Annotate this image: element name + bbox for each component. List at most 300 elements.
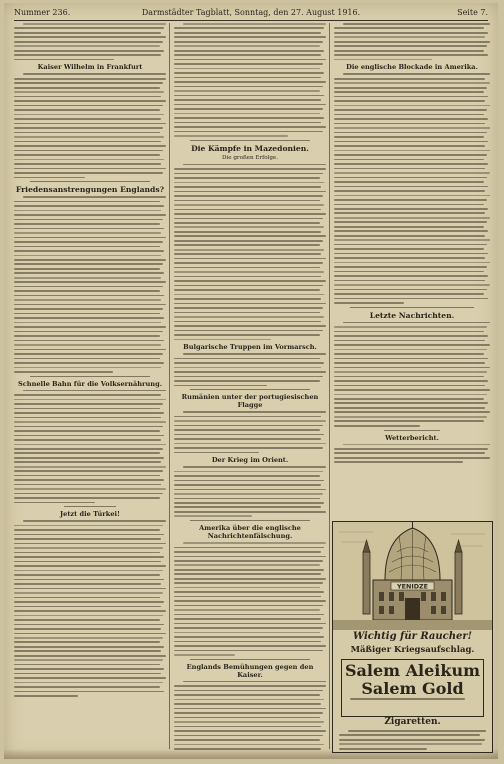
text-line	[174, 730, 326, 732]
page-number: Seite 7.	[457, 8, 488, 17]
text-line	[348, 730, 486, 732]
article-heading: Jetzt die Türkei!	[60, 510, 120, 519]
text-line	[14, 641, 160, 643]
ad-brand-primary: Salem Aleikum	[344, 661, 481, 680]
text-line	[14, 295, 164, 297]
yenidze-factory-icon	[333, 522, 492, 630]
ad-slogan: Wichtig für Raucher!	[352, 631, 473, 642]
text-line	[14, 367, 161, 369]
text-line	[174, 32, 321, 34]
text-line	[343, 322, 490, 324]
text-line	[14, 237, 166, 239]
text-line	[14, 574, 160, 576]
text-line	[14, 304, 166, 306]
text-line	[334, 159, 484, 161]
text-line	[174, 213, 326, 215]
text-line	[14, 619, 160, 621]
text-line	[14, 87, 160, 89]
text-line	[183, 164, 326, 166]
text-line	[14, 646, 164, 648]
text-line	[174, 126, 326, 128]
text-line	[334, 340, 485, 342]
text-line	[174, 623, 326, 625]
text-line	[174, 636, 324, 638]
text-line	[174, 95, 324, 97]
text-line	[14, 673, 161, 675]
text-line	[174, 447, 323, 449]
text-line	[14, 241, 163, 243]
text-line	[174, 591, 324, 593]
text-line	[174, 703, 321, 705]
text-line	[174, 443, 326, 445]
text-line	[174, 475, 320, 477]
text-line	[174, 498, 320, 500]
text-line	[334, 289, 487, 291]
text-line	[174, 547, 324, 549]
text-line	[334, 420, 484, 422]
text-line	[334, 452, 485, 454]
text-line	[174, 54, 321, 56]
text-line	[14, 435, 164, 437]
text-line	[174, 195, 323, 197]
divider	[30, 181, 150, 182]
text-line	[14, 201, 160, 203]
text-line	[14, 452, 160, 454]
text-line	[334, 181, 484, 183]
text-line	[174, 77, 321, 79]
text-line	[14, 299, 161, 301]
text-line	[14, 417, 161, 419]
text-line	[174, 231, 321, 233]
text-line	[334, 344, 490, 346]
article-heading: Die Kämpfe in Mazedonien.	[191, 143, 309, 153]
text-line	[14, 349, 166, 351]
text-line	[14, 408, 160, 410]
text-line	[334, 411, 490, 413]
text-line	[174, 618, 321, 620]
text-line	[174, 339, 271, 341]
text-line	[14, 561, 161, 563]
text-line	[334, 177, 487, 179]
divider	[30, 376, 150, 377]
text-line	[174, 551, 321, 553]
text-line	[334, 326, 487, 328]
text-line	[334, 145, 485, 147]
text-line	[174, 573, 321, 575]
text-line	[334, 41, 490, 43]
text-line	[334, 271, 484, 273]
text-line	[14, 154, 160, 156]
text-line	[174, 429, 320, 431]
text-line	[183, 681, 326, 683]
text-line	[174, 358, 320, 360]
ad-subtitle: Mäßiger Kriegsaufschlag.	[350, 645, 475, 655]
text-line	[14, 290, 160, 292]
divider	[64, 506, 116, 507]
text-line	[350, 698, 464, 700]
article-heading: Letzte Nachrichten.	[369, 310, 455, 320]
text-line	[174, 177, 320, 179]
text-line	[174, 420, 326, 422]
text-line	[174, 209, 321, 211]
text-line	[174, 685, 326, 687]
text-line	[14, 114, 164, 116]
text-line	[334, 59, 432, 61]
text-line	[174, 104, 326, 106]
article-heading: Schnelle Bahn für die Volksernährung.	[18, 379, 162, 388]
text-line	[343, 73, 490, 75]
text-line	[174, 564, 320, 566]
article-heading: Bulgarische Truppen im Vormarsch.	[183, 343, 317, 352]
text-line	[174, 249, 324, 251]
text-line	[174, 303, 326, 305]
text-line	[14, 36, 166, 38]
text-line	[339, 739, 485, 741]
text-line	[174, 438, 321, 440]
text-line	[334, 132, 487, 134]
text-line	[14, 597, 160, 599]
text-line	[174, 511, 326, 513]
divider	[350, 307, 474, 308]
text-line	[334, 217, 490, 219]
text-line	[174, 380, 320, 382]
text-line	[334, 367, 490, 369]
ad-product: Zigaretten.	[384, 717, 441, 727]
text-line	[174, 556, 326, 558]
text-line	[174, 502, 324, 504]
text-line	[174, 506, 321, 508]
text-line	[14, 601, 164, 603]
text-line	[334, 105, 490, 107]
text-line	[14, 488, 166, 490]
text-line	[174, 68, 320, 70]
text-line	[334, 96, 488, 98]
text-line	[14, 439, 161, 441]
article-body	[14, 23, 166, 60]
text-line	[14, 538, 161, 540]
text-line	[174, 168, 326, 170]
text-line	[174, 744, 324, 746]
text-line	[174, 244, 320, 246]
text-line	[174, 493, 323, 495]
text-line	[334, 36, 485, 38]
text-line	[14, 228, 164, 230]
text-line	[14, 502, 95, 504]
text-line	[14, 565, 166, 567]
text-line	[334, 204, 484, 206]
ad-brand-box	[341, 659, 484, 717]
text-line	[14, 45, 160, 47]
text-line	[334, 349, 487, 351]
text-line	[174, 694, 320, 696]
text-line	[174, 182, 324, 184]
text-line	[14, 426, 163, 428]
text-line	[334, 371, 487, 373]
text-line	[334, 331, 484, 333]
article-body	[174, 23, 326, 137]
text-line	[14, 163, 161, 165]
text-line	[334, 141, 488, 143]
text-line	[174, 307, 323, 309]
text-line	[334, 266, 487, 268]
text-line	[14, 615, 163, 617]
cigarette-advertisement	[332, 521, 493, 753]
column-1	[14, 23, 166, 751]
text-line	[174, 218, 323, 220]
text-line	[174, 434, 324, 436]
text-line	[174, 614, 324, 616]
text-line	[14, 358, 160, 360]
article-body	[14, 196, 166, 372]
text-line	[334, 376, 484, 378]
text-line	[334, 353, 484, 355]
text-line	[14, 118, 161, 120]
text-line	[334, 123, 485, 125]
text-line	[14, 650, 161, 652]
text-line	[14, 371, 113, 373]
text-line	[14, 668, 164, 670]
text-line	[23, 196, 166, 198]
text-line	[14, 624, 164, 626]
text-line	[14, 27, 164, 29]
text-line	[334, 118, 488, 120]
text-line	[14, 326, 166, 328]
article-body	[174, 164, 326, 340]
text-line	[14, 484, 161, 486]
text-line	[174, 452, 259, 454]
text-line	[174, 641, 321, 643]
text-line	[174, 654, 235, 656]
text-line	[14, 475, 160, 477]
text-line	[174, 122, 321, 124]
ad-fineprint	[342, 698, 483, 700]
text-line	[174, 721, 324, 723]
text-line	[334, 407, 485, 409]
text-line	[334, 54, 488, 56]
text-line	[334, 82, 490, 84]
text-line	[14, 331, 163, 333]
text-line	[339, 743, 482, 745]
text-line	[174, 294, 324, 296]
text-line	[334, 416, 487, 418]
text-line	[334, 109, 487, 111]
article-heading: Die englische Blockade in Amerika.	[346, 63, 478, 72]
text-line	[174, 362, 324, 364]
text-line	[174, 325, 326, 327]
newspaper-page	[4, 3, 498, 759]
text-line	[334, 262, 490, 264]
text-line	[14, 497, 160, 499]
text-line	[334, 398, 484, 400]
text-line	[14, 132, 160, 134]
text-line	[14, 141, 161, 143]
text-line	[174, 371, 326, 373]
text-line	[174, 596, 321, 598]
text-line	[174, 298, 321, 300]
text-line	[334, 257, 485, 259]
text-line	[14, 664, 160, 666]
text-line	[14, 606, 161, 608]
text-line	[14, 136, 164, 138]
text-line	[14, 628, 161, 630]
text-line	[334, 448, 488, 450]
text-line	[14, 412, 164, 414]
text-line	[14, 570, 163, 572]
text-line	[14, 150, 163, 152]
text-line	[174, 289, 320, 291]
divider	[190, 140, 310, 141]
text-line	[174, 204, 324, 206]
text-line	[14, 41, 163, 43]
text-line	[174, 515, 252, 517]
text-line	[14, 444, 166, 446]
text-line	[14, 96, 161, 98]
text-line	[14, 583, 161, 585]
text-line	[14, 556, 164, 558]
text-line	[174, 587, 320, 589]
text-line	[14, 610, 166, 612]
text-line	[334, 280, 485, 282]
text-line	[174, 605, 323, 607]
text-line	[334, 150, 490, 152]
text-line	[14, 100, 166, 102]
divider	[190, 520, 310, 521]
text-line	[174, 582, 323, 584]
text-line	[14, 362, 164, 364]
text-line	[174, 708, 326, 710]
article-body	[334, 444, 490, 464]
text-line	[334, 50, 484, 52]
text-line	[174, 45, 320, 47]
article-body	[14, 520, 166, 696]
article-body	[334, 23, 490, 60]
article-heading: Der Krieg im Orient.	[211, 456, 289, 465]
text-line	[334, 100, 485, 102]
text-line	[14, 105, 163, 107]
text-line	[174, 560, 323, 562]
text-line	[14, 82, 163, 84]
text-line	[174, 186, 321, 188]
text-line	[174, 739, 320, 741]
text-line	[339, 748, 427, 750]
text-line	[14, 59, 114, 61]
article-body	[334, 322, 490, 427]
text-line	[174, 609, 320, 611]
text-line	[174, 600, 326, 602]
text-line	[174, 376, 323, 378]
text-line	[334, 380, 488, 382]
text-line	[334, 253, 488, 255]
text-line	[14, 592, 163, 594]
text-line	[174, 191, 326, 193]
text-line	[174, 72, 324, 74]
text-line	[334, 27, 484, 29]
text-line	[174, 113, 320, 115]
text-line	[14, 268, 160, 270]
text-line	[174, 108, 323, 110]
text-line	[14, 691, 164, 693]
text-line	[14, 54, 161, 56]
text-line	[174, 578, 326, 580]
page-header	[14, 7, 488, 21]
text-line	[334, 212, 485, 214]
text-line	[14, 127, 163, 129]
text-line	[334, 457, 490, 459]
text-line	[14, 552, 160, 554]
text-line	[334, 230, 488, 232]
text-line	[334, 425, 420, 427]
text-line	[14, 172, 163, 174]
text-line	[174, 726, 321, 728]
text-line	[334, 168, 485, 170]
text-line	[14, 534, 164, 536]
text-line	[14, 205, 164, 207]
text-line	[14, 547, 163, 549]
text-line	[334, 127, 490, 129]
text-line	[334, 293, 484, 295]
text-line	[174, 748, 321, 750]
text-line	[14, 91, 164, 93]
text-line	[174, 50, 324, 52]
issue-number: Nummer 236.	[14, 8, 71, 17]
text-line	[334, 358, 488, 360]
text-line	[174, 321, 321, 323]
text-line	[174, 117, 324, 119]
text-line	[14, 159, 164, 161]
text-line	[14, 263, 163, 265]
text-line	[14, 219, 163, 221]
text-line	[343, 23, 490, 25]
article-heading: Rumänien unter der portugiesischen Flagge	[181, 393, 319, 410]
text-line	[14, 232, 161, 234]
text-line	[174, 699, 324, 701]
text-line	[334, 208, 488, 210]
text-line	[14, 421, 166, 423]
text-line	[14, 214, 166, 216]
text-line	[174, 267, 320, 269]
text-line	[174, 480, 324, 482]
text-line	[174, 416, 321, 418]
article-body	[14, 73, 166, 178]
text-line	[14, 394, 161, 396]
text-line	[174, 235, 326, 237]
text-line	[334, 385, 485, 387]
building-sign: YENIDZE	[396, 582, 429, 591]
text-line	[334, 239, 490, 241]
text-line	[174, 690, 323, 692]
text-line	[334, 362, 485, 364]
article-body	[174, 466, 326, 517]
column-rule	[169, 23, 170, 749]
text-line	[174, 650, 323, 652]
text-line	[174, 285, 323, 287]
text-line	[174, 330, 323, 332]
text-line	[14, 659, 163, 661]
text-line	[174, 712, 323, 714]
text-line	[14, 353, 163, 355]
text-line	[14, 529, 160, 531]
text-line	[14, 340, 164, 342]
text-line	[14, 210, 161, 212]
text-line	[14, 78, 166, 80]
text-line	[334, 91, 484, 93]
text-line	[174, 276, 321, 278]
text-line	[174, 200, 320, 202]
text-line	[14, 588, 166, 590]
text-line	[183, 542, 326, 544]
text-line	[14, 145, 166, 147]
text-line	[334, 335, 488, 337]
